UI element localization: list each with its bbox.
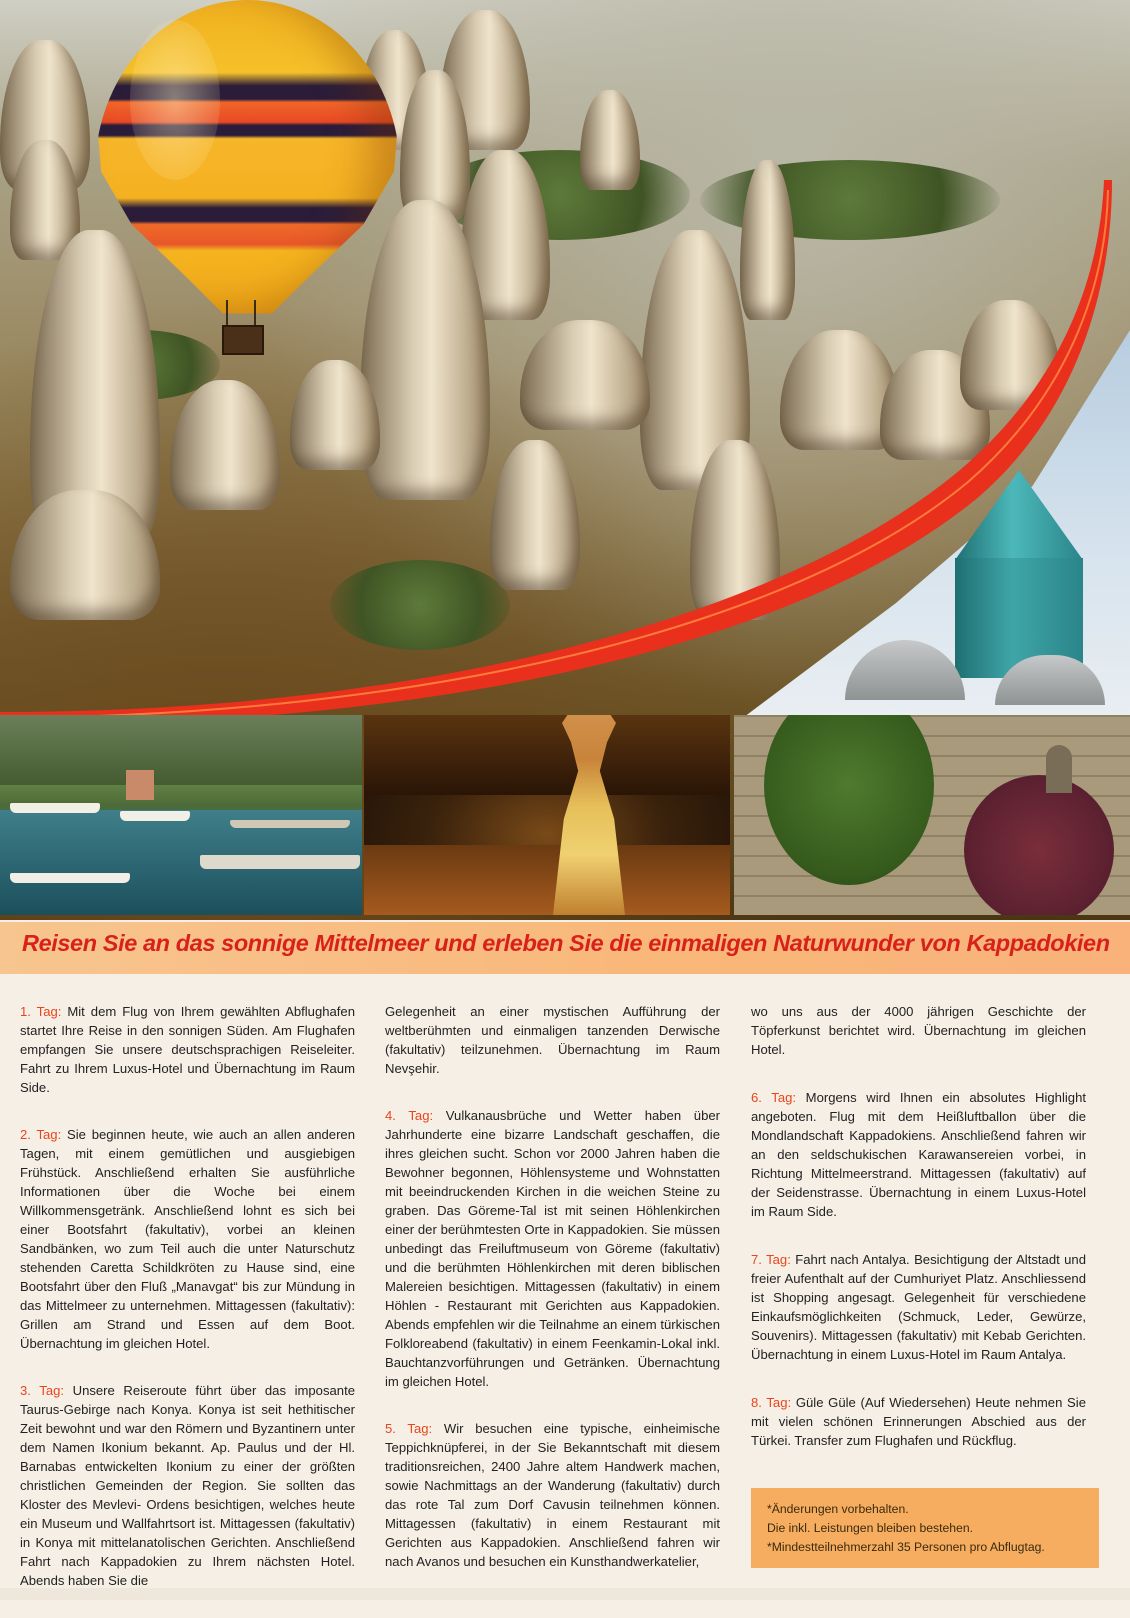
harbor-photo xyxy=(0,715,362,915)
belly-dancer-photo xyxy=(364,715,730,915)
day-paragraph xyxy=(751,1250,1086,1364)
boat xyxy=(10,873,130,883)
headline: Reisen Sie an das sonnige Mittelmeer und erleben Sie die einmaligen Naturwunder von Kappadokien xyxy=(22,930,1110,956)
day-paragraph xyxy=(751,1088,1086,1221)
day-text: Vulkanausbrüche und Wetter haben über Jahrhunderte eine bizarre Landschaft geschaffen, die ihres gleichen sucht. Schon vor 2000 Jahren haben die Bewohner begonnen, Höhlensysteme und Wohnstatten mit beeindruckenden Kirchen in die weichen Steine zu graben. Das Göreme-Tal ist mit seinen Höhlenkirchen einer der berühmtesten Orte in Kappadokien. Sie müssen unbedingt das Freiluftmuseum von Göreme (fakultativ) und die berühmten Höhlenkirchen mit deren biblischen Malereien besichtigen. Mittagessen (fakultativ) in einem Höhlen - Restaurant mit Gerichten aus Kappadokien. Abends empfehlen wir die Teilnahme an einem türkischen Folkloreabend (fakultativ) in einem Feenkamin-Lokal inkl. Bauchtanzvorführungen und Getränken. Übernachtung im gleichen Hotel. xyxy=(385,1108,721,1389)
boat xyxy=(120,811,190,821)
mevlana-mosque-photo xyxy=(734,715,1130,915)
day-text: Sie beginnen heute, wie auch an allen anderen Tagen, mit einem gemütlichen und ausgiebigen Frühstück. Anschließend erhalten Sie ausführliche Informationen über die Woche bei einem Willkommensgetränk. Anschließend lohnt es sich bei einer Bootsfahrt (fakultativ), vorbei an kleinen Sandbänken, wo zum Teil auch die unter Naturschutz stehenden Caretta Schildkröten zu Hause sind, eine Bootsfahrt über den Fluß „Manavgat“ bis zur Mündung in das Mittelmeer zu unternehmen. Mittagessen (fakultativ): Grillen am Strand und Essen auf dem Boot. Übernachtung im gleichen Hotel. xyxy=(20,1127,355,1351)
day-label: 5. Tag: xyxy=(385,1421,433,1436)
note-line: Die inkl. Leistungen bleiben bestehen. xyxy=(767,1521,973,1535)
day-text: Morgens wird Ihnen ein absolutes Highlight angeboten. Flug mit dem Heißluftballon über die Mondlandschaft Kappadokiens. Anschließend fahren wir an den seldschukischen Karawansereien vorbei, in Richtung Mittelmeerstrand. Mittagessen (fakultativ) auf der Seidenstrasse. Übernachtung in einem Luxus-Hotel im Raum Side. xyxy=(751,1090,1086,1219)
day-paragraph xyxy=(385,1419,720,1571)
day-label: 3. Tag: xyxy=(20,1383,65,1398)
itinerary-column-1 xyxy=(20,1002,355,1618)
day-label: 2. Tag: xyxy=(20,1127,62,1142)
day-paragraph xyxy=(385,1106,720,1391)
page-bottom-edge xyxy=(0,1588,1130,1600)
day-text: Unsere Reiseroute führt über das imposante Taurus-Gebirge nach Konya. Konya ist seit hethitischer Zeit bewohnt und war den Römern und Byzantinern unter dem Namen Ikonium bekannt. Ap. Paulus und der Hl. Barnabas entwickelten Ikonium zu einer der größten christlichen Gemeinden der Region. Sie sollten das Kloster des Mevlevi- Ordens besichtigen, welches heute ein Museum und Wallfahrtsort ist. Mittagessen (fakultativ) in Konya mit mittelanatolischen Gerichten. Anschließend Fahrt nach Kappadokien zu Ihrem nächsten Hotel. Abends haben Sie die xyxy=(20,1383,355,1588)
boat xyxy=(10,803,100,813)
day-text: Gelegenheit an einer mystischen Aufführung der weltberühmten und einmaligen tanzenden Derwische (fakultativ) teilzunehmen. Übernachtung im Raum Nevşehir. xyxy=(385,1004,720,1076)
day-paragraph xyxy=(20,1125,355,1353)
tower-building xyxy=(126,770,154,800)
pier xyxy=(230,820,350,828)
day-label: 6. Tag: xyxy=(751,1090,797,1105)
note-line: *Mindestteilnehmerzahl 35 Personen pro Abflugtag. xyxy=(767,1540,1045,1554)
day-text: Wir besuchen eine typische, einheimische Teppichknüpferei, in der Sie Bekanntschaft mit diesem traditionsreichen, 2400 Jahre altem Handwerk machen, sowie Nachmittags an der Wanderung (fakultativ) durch das rote Tal zum Dorf Cavusin teilnehmen können. Mittagessen (fakultativ) in einem Restaurant mit Gerichten aus Kappadokien. Anschließend fahren wir nach Avanos und besuchen ein Kunsthandwerkatelier, xyxy=(385,1421,720,1569)
hillside-trees xyxy=(0,715,362,785)
day-text: Güle Güle (Auf Wiedersehen) Heute nehmen Sie mit vielen schönen Erinnerungen Abschied aus der Türkei. Transfer zum Flughafen und Rückflug. xyxy=(751,1395,1086,1448)
day-paragraph-continued xyxy=(751,1002,1086,1059)
arched-window xyxy=(1046,745,1072,793)
tree xyxy=(964,775,1114,915)
day-text: Fahrt nach Antalya. Besichtigung der Altstadt und freier Aufenthalt auf der Cumhuriyet Platz. Anschliessend ist Shopping angesagt. Gelegenheit für verschiedene Einkaufsmöglichkeiten (Schmuck, Leder, Gewürze, Souvenirs). Mittagessen (fakultativ) mit Kebab Gerichten. Übernachtung in einem Luxus-Hotel im Raum Antalya. xyxy=(751,1252,1086,1362)
dance-floor xyxy=(364,845,730,915)
day-paragraph xyxy=(20,1381,355,1590)
day-label: 8. Tag: xyxy=(751,1395,792,1410)
day-paragraph-continued xyxy=(385,1002,720,1078)
itinerary-column-2 xyxy=(385,1002,720,1599)
day-paragraph xyxy=(751,1393,1086,1450)
day-text: Mit dem Flug von Ihrem gewählten Abflughafen startet Ihre Reise in den sonnigen Süden. Am Flughafen empfangen Sie unsere deutschsprachigen Reiseleiter. Fahrt zu Ihrem Luxus-Hotel und Übernachtung im Raum Side. xyxy=(20,1004,355,1095)
day-text: wo uns aus der 4000 jährigen Geschichte der Töpferkunst berichtet wird. Übernachtung im gleichen Hotel. xyxy=(751,1004,1086,1057)
venue-interior xyxy=(364,715,730,795)
day-label: 7. Tag: xyxy=(751,1252,791,1267)
day-label: 1. Tag: xyxy=(20,1004,62,1019)
note-line: *Änderungen vorbehalten. xyxy=(767,1502,909,1516)
day-paragraph xyxy=(20,1002,355,1097)
notes-box xyxy=(751,1488,1099,1568)
day-label: 4. Tag: xyxy=(385,1108,434,1123)
pier xyxy=(200,855,360,869)
itinerary-column-3 xyxy=(751,1002,1086,1479)
